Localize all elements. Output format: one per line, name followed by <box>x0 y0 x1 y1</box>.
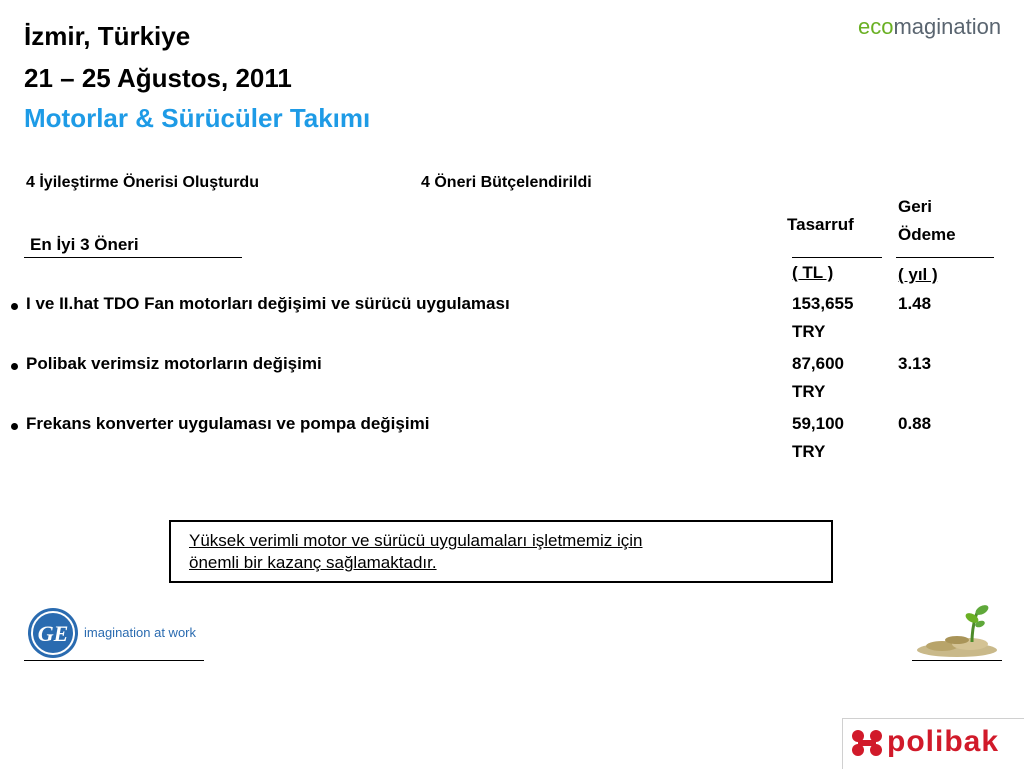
currency-value: TRY <box>792 322 826 341</box>
currency-value: TRY <box>792 382 826 401</box>
budget-summary: 4 Öneri Bütçelendirildi <box>421 174 592 191</box>
plant-coins-icon <box>912 600 1002 658</box>
table-row-text: Frekans konverter uygulaması ve pompa değişimi <box>26 414 430 433</box>
currency-value: TRY <box>792 442 826 461</box>
bullet-icon <box>11 303 18 310</box>
plant-coins-image <box>912 600 1002 658</box>
ge-monogram-text: GE <box>37 621 69 646</box>
logo-eco-text: eco <box>858 14 894 39</box>
savings-header: Tasarruf <box>787 215 854 234</box>
conclusion-line1: Yüksek verimli motor ve sürücü uygulamaları işletmemiz için <box>189 531 643 550</box>
ge-tagline: imagination at work <box>84 625 196 640</box>
payback-header-line1: Geri <box>898 197 933 216</box>
ecomagination-logo <box>858 14 1001 40</box>
payback-header-line2: Ödeme <box>898 225 956 244</box>
conclusion-line2: önemli bir kazanç sağlamaktadır. <box>189 553 437 572</box>
table-row-text: Polibak verimsiz motorların değişimi <box>26 354 322 373</box>
logo-magination-text: magination <box>893 14 1002 39</box>
conclusion-box <box>169 520 833 583</box>
table-row-payback: 0.88 <box>898 414 932 433</box>
ideas-summary: 4 İyileştirme Önerisi Oluşturdu <box>26 174 259 191</box>
ge-logo <box>24 604 204 662</box>
ge-logo-rule <box>24 660 204 661</box>
table-row-text: I ve II.hat TDO Fan motorları değişimi ve sürücü uygulaması <box>26 294 510 313</box>
savings-value: 59,100 <box>792 414 844 433</box>
payback-unit: ( yıl ) <box>898 265 938 284</box>
savings-value: 87,600 <box>792 354 844 373</box>
location-title: İzmir, Türkiye <box>24 21 191 51</box>
bullet-icon <box>11 423 18 430</box>
ge-monogram-icon <box>26 606 80 660</box>
table-row-savings <box>792 350 882 406</box>
conclusion-text <box>189 530 642 574</box>
table-row-savings <box>792 290 882 346</box>
plant-image-rule <box>912 660 1002 661</box>
savings-unit: ( TL ) <box>792 263 834 282</box>
savings-header-rule <box>792 257 882 258</box>
polibak-mark-icon <box>849 728 885 758</box>
savings-value: 153,655 <box>792 294 854 313</box>
polibak-logo <box>842 718 1024 769</box>
table-row-savings <box>792 410 882 466</box>
best-label-rule <box>24 257 242 258</box>
payback-header-rule <box>896 257 994 258</box>
polibak-wordmark: polibak <box>887 725 1000 758</box>
table-row-payback: 1.48 <box>898 294 932 313</box>
date-title: 21 – 25 Ağustos, 2011 <box>24 63 292 93</box>
bullet-icon <box>11 363 18 370</box>
table-row-payback: 3.13 <box>898 354 932 373</box>
team-title: Motorlar & Sürücüler Takımı <box>24 103 371 133</box>
best-three-label: En İyi 3 Öneri <box>30 235 139 254</box>
